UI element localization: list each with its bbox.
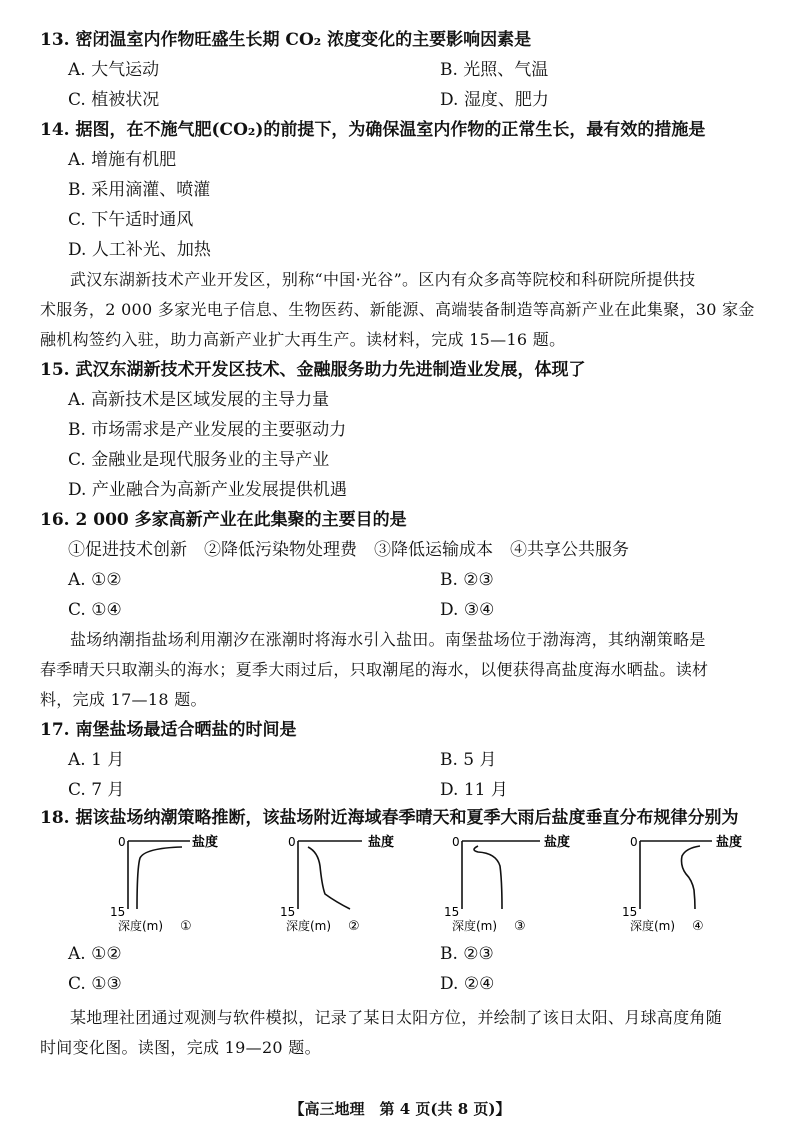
q17-option-b: B. 5 月 [440,750,497,770]
salinity-curve-4 [682,846,701,909]
q18-option-b: B. ②③ [440,944,494,964]
salinity-label-4: 盐度 [716,835,743,850]
salinity-diagram-1 [110,834,218,934]
q13-option-b: B. 光照、气温 [440,60,549,80]
q13-option-d: D. 湿度、肥力 [440,90,549,110]
diagram-number-1: ① [180,919,192,934]
passage1-line1: 武汉东湖新技术产业开发区，别称“中国·光谷”。区内有众多高等院校和科研院所提供技 [70,270,696,289]
q14-option-b: B. 采用滴灌、喷灌 [68,180,211,200]
q16-stem: 16. 2 000 多家高新产业在此集聚的主要目的是 [40,510,407,530]
salinity-label-2: 盐度 [368,835,395,850]
depth-label-3: 深度(m) [452,919,498,933]
q16-option-a: A. ①② [68,570,122,590]
salinity-label-3: 盐度 [544,835,571,850]
q15-option-a: A. 高新技术是区域发展的主导力量 [68,390,330,410]
bottom-label-2: 15 [280,905,296,919]
salinity-diagram-2 [280,834,394,934]
salinity-curve-1 [137,847,182,909]
salinity-diagram-4 [622,834,742,934]
passage2-line3: 料，完成 17—18 题。 [40,690,207,709]
q13-option-a: A. 大气运动 [68,60,160,80]
passage3-line1: 某地理社团通过观测与软件模拟，记录了某日太阳方位，并绘制了该日太阳、月球高度角随 [70,1008,723,1027]
bottom-label-1: 15 [110,905,126,919]
q16-items: ①促进技术创新 ②降低污染物处理费 ③降低运输成本 ④共享公共服务 [68,540,629,560]
q17-stem: 17. 南堡盐场最适合晒盐的时间是 [40,720,297,740]
q18-option-d: D. ②④ [440,974,495,994]
diagram-number-3: ③ [514,919,526,934]
q16-option-c: C. ①④ [68,600,122,620]
depth-label-1: 深度(m) [118,919,164,933]
salinity-depth-diagrams [100,826,780,941]
q18-stem: 18. 据该盐场纳潮策略推断，该盐场附近海域春季晴天和夏季大雨后盐度垂直分布规律分别为 [40,808,739,828]
zero-label-3: 0 [452,835,460,849]
q17-option-d: D. 11 月 [440,780,508,800]
salinity-label-1: 盐度 [192,835,219,850]
q18-option-c: C. ①③ [68,974,122,994]
depth-label-2: 深度(m) [286,919,332,933]
bottom-label-4: 15 [622,905,638,919]
salinity-curve-2 [308,847,350,909]
salinity-curve-3 [474,846,502,909]
q16-option-d: D. ③④ [440,600,495,620]
q17-option-c: C. 7 月 [68,780,125,800]
zero-label-2: 0 [288,835,296,849]
diagram-number-4: ④ [692,919,704,934]
q14-stem: 14. 据图，在不施气肥(CO₂)的前提下，为确保温室内作物的正常生长，最有效的措施是 [40,120,706,140]
q15-option-b: B. 市场需求是产业发展的主要驱动力 [68,420,347,440]
depth-label-4: 深度(m) [630,919,676,933]
q18-option-a: A. ①② [68,944,122,964]
q15-option-d: D. 产业融合为高新产业发展提供机遇 [68,480,347,500]
diagram-number-2: ② [348,919,360,934]
passage1-line3: 融机构签约入驻，助力高新产业扩大再生产。读材料，完成 15—16 题。 [40,330,566,349]
page-footer: 【高三地理 第 4 页(共 8 页)】 [289,1100,511,1118]
q14-option-d: D. 人工补光、加热 [68,240,211,260]
q13-option-c: C. 植被状况 [68,90,160,110]
q17-option-a: A. 1 月 [68,750,125,770]
bottom-label-3: 15 [444,905,460,919]
passage1-line2: 术服务，2 000 多家光电子信息、生物医药、新能源、高端装备制造等高新产业在此集聚，30 家金 [40,300,755,319]
salinity-diagram-3 [444,834,570,934]
q14-option-c: C. 下午适时通风 [68,210,194,230]
zero-label-1: 0 [118,835,126,849]
q14-option-a: A. 增施有机肥 [68,150,177,170]
passage3-line2: 时间变化图。读图，完成 19—20 题。 [40,1038,321,1057]
q13-stem: 13. 密闭温室内作物旺盛生长期 CO₂ 浓度变化的主要影响因素是 [40,30,532,50]
passage2-line1: 盐场纳潮指盐场利用潮汐在涨潮时将海水引入盐田。南堡盐场位于渤海湾，其纳潮策略是 [70,630,706,649]
q15-option-c: C. 金融业是现代服务业的主导产业 [68,450,330,470]
passage2-line2: 春季晴天只取潮头的海水；夏季大雨过后，只取潮尾的海水，以便获得高盐度海水晒盐。读材 [40,660,709,679]
q15-stem: 15. 武汉东湖新技术开发区技术、金融服务助力先进制造业发展，体现了 [40,360,586,380]
zero-label-4: 0 [630,835,638,849]
q16-option-b: B. ②③ [440,570,494,590]
